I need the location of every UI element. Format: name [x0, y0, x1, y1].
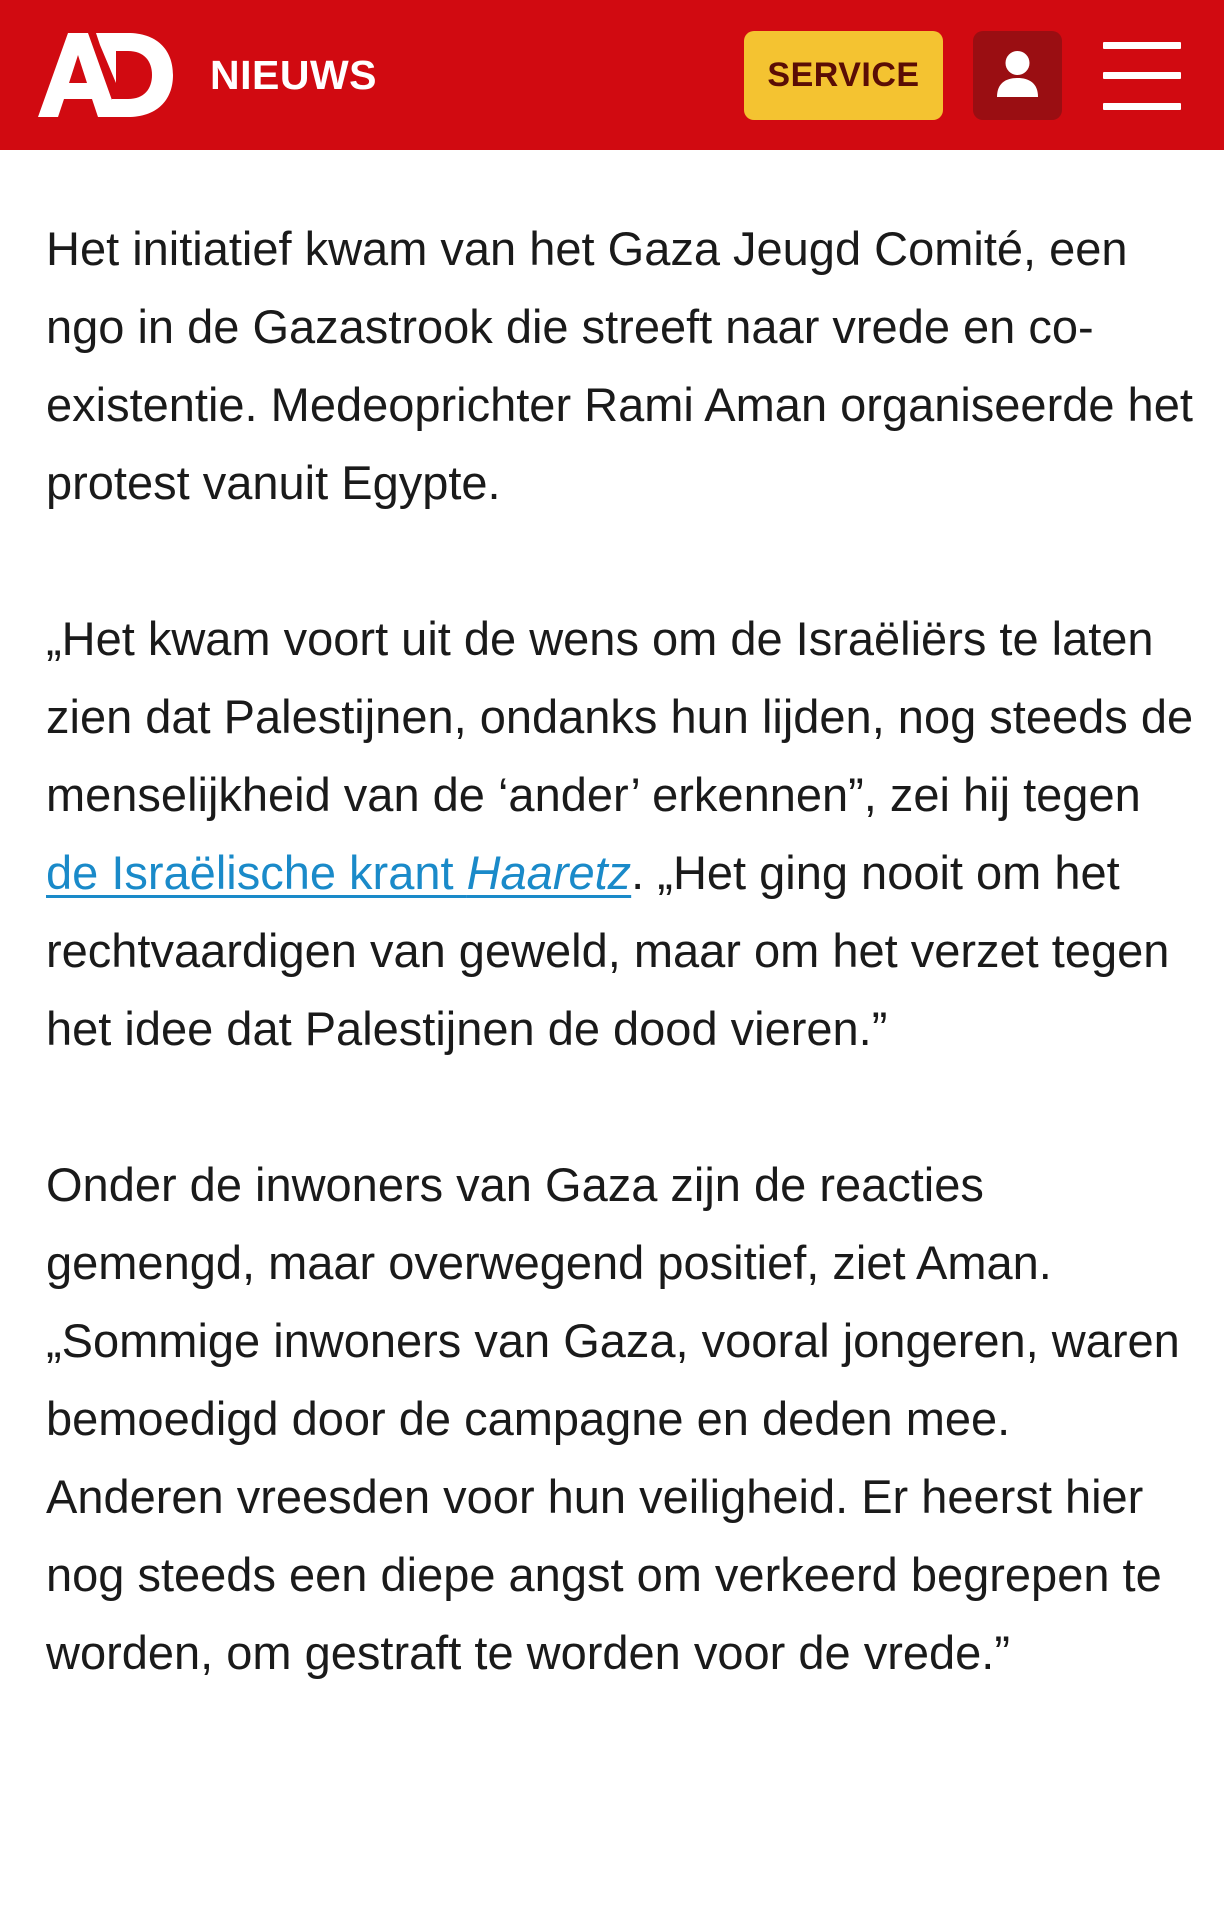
paragraph-text: . „Het ging nooit om het rechtvaardigen van geweld, maar om het verzet tegen het idee dat Palestijnen de dood vieren.” — [46, 846, 1170, 1055]
article-paragraph: Onder de inwoners van Gaza zijn de reacties gemengd, maar overwegend positief, ziet Aman. „Sommige inwoners van Gaza, vooral jongeren, waren bemoedigd door de campagne en deden mee. Anderen vreesden voor hun veiligheid. Er heerst hier nog steeds een diepe angst om verkeerd begrepen te worden, om gestraft te worden voor de vrede.” — [46, 1158, 1180, 1679]
section-title[interactable]: NIEUWS — [210, 52, 377, 98]
hamburger-menu-button[interactable] — [1103, 42, 1181, 110]
hamburger-menu-icon — [1103, 72, 1181, 79]
user-icon — [973, 31, 1062, 120]
article-paragraph: Het initiatief kwam van het Gaza Jeugd Comité, een ngo in de Gazastrook die streeft naar vrede en co-existentie. Medeoprichter Rami Aman organiseerde het protest vanuit Egypte. — [46, 222, 1193, 509]
paragraph-text: „Het kwam voort uit de wens om de Israëliërs te laten zien dat Palestijnen, ondanks hun lijden, nog steeds de menselijkheid van de ‘ander’ erkennen”, zei hij tegen — [46, 612, 1194, 821]
hamburger-menu-icon — [1103, 103, 1181, 110]
link-text: de Israëlische krant — [46, 846, 467, 899]
link-italic-text: Haaretz — [466, 846, 632, 899]
article-body — [46, 210, 1196, 1770]
article-paragraph — [46, 600, 1196, 1068]
ad-logo-icon — [38, 33, 173, 117]
ad-logo[interactable] — [38, 33, 173, 117]
site-header — [0, 0, 1224, 150]
hamburger-menu-icon — [1103, 42, 1181, 49]
account-button[interactable] — [973, 31, 1062, 120]
service-button[interactable]: SERVICE — [744, 31, 943, 120]
haaretz-link[interactable] — [46, 846, 631, 899]
